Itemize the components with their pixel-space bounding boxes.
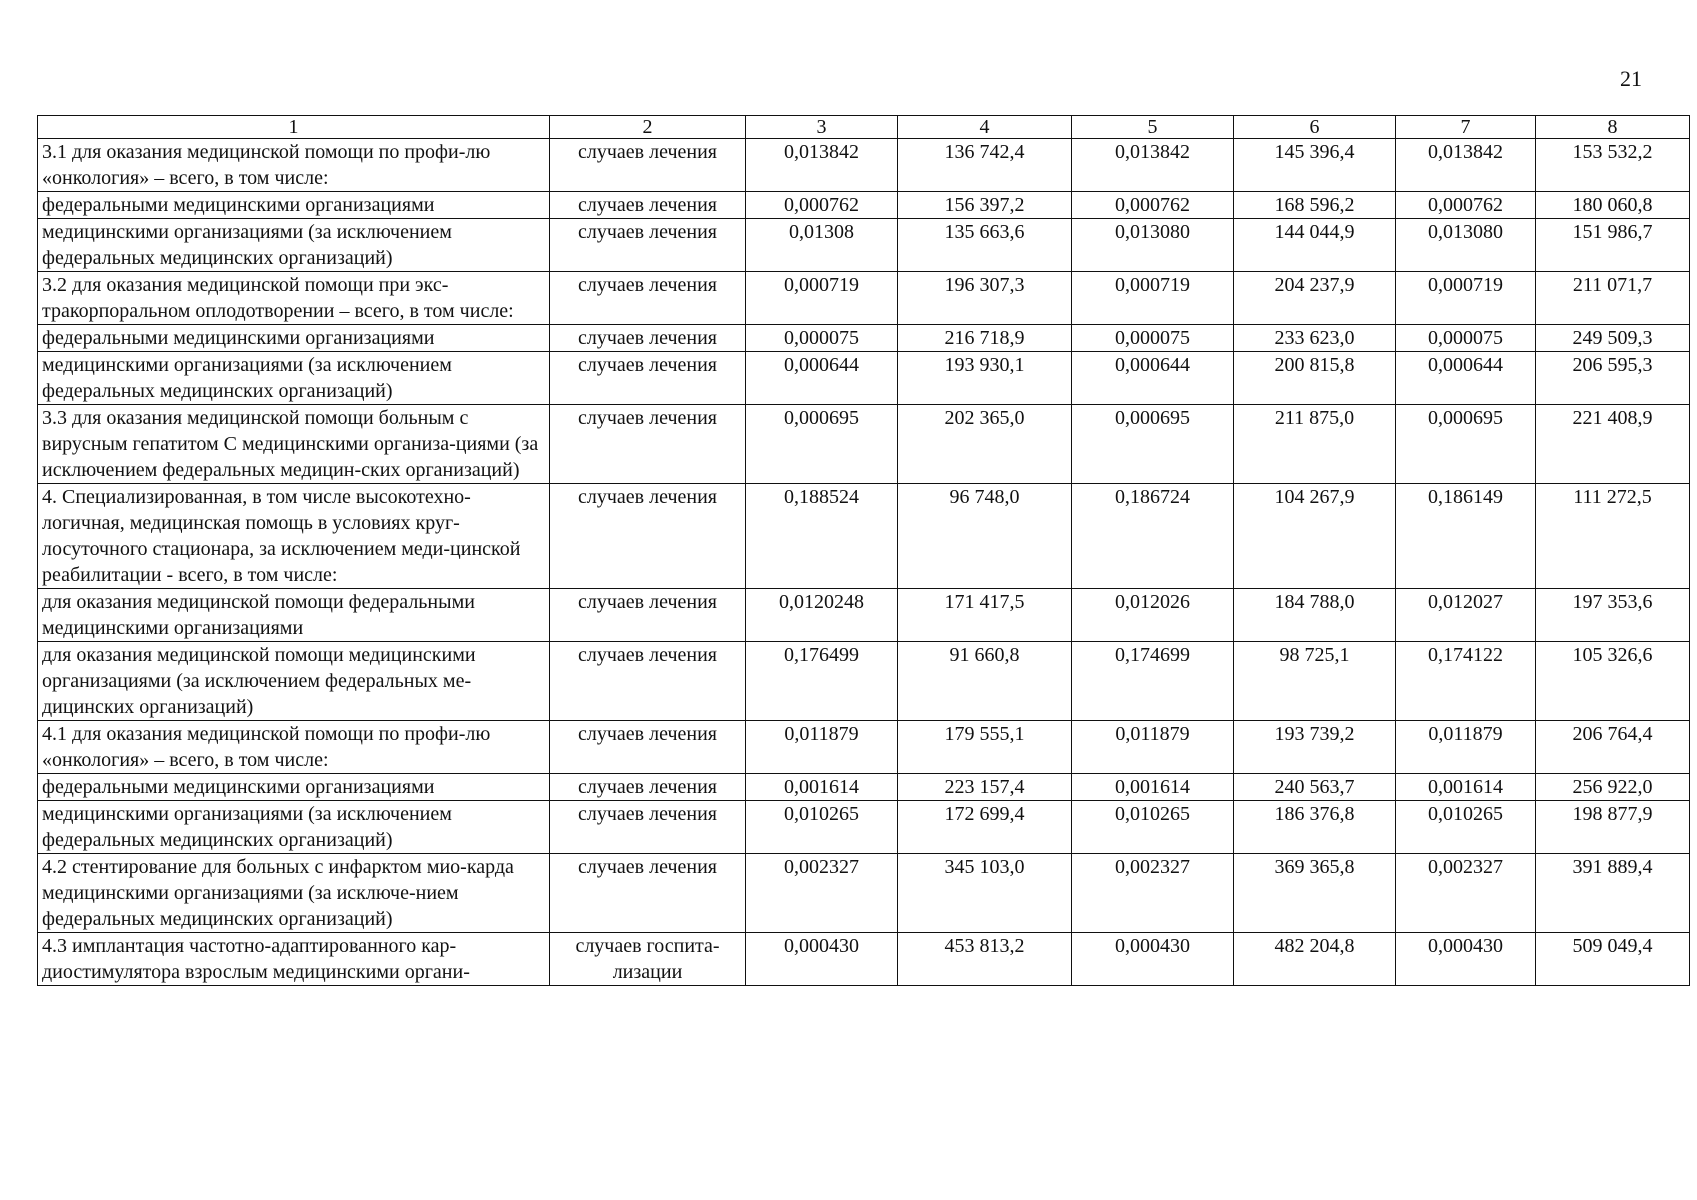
table-row (38, 139, 1690, 192)
value-cell-col5: 0,011879 (1072, 721, 1234, 774)
column-header: 1 (38, 116, 550, 139)
row-label-cell: 3.3 для оказания медицинской помощи больным с вирусным гепатитом С медицинскими организа-циями (за исключением федеральных медицин-ских организаций) (38, 405, 550, 484)
value-cell-col4: 196 307,3 (898, 272, 1072, 325)
value-cell-col4: 223 157,4 (898, 774, 1072, 801)
row-label-cell: 4.3 имплантация частотно-адаптированного кар-диостимулятора взрослым медицинскими органи- (38, 933, 550, 986)
value-cell-col5: 0,000430 (1072, 933, 1234, 986)
value-cell-col6: 204 237,9 (1234, 272, 1396, 325)
value-cell-col5: 0,001614 (1072, 774, 1234, 801)
value-cell-col3: 0,000695 (746, 405, 898, 484)
value-cell-col4: 96 748,0 (898, 484, 1072, 589)
value-cell-col3: 0,001614 (746, 774, 898, 801)
value-cell-col3: 0,010265 (746, 801, 898, 854)
row-label-cell: медицинскими организациями (за исключением федеральных медицинских организаций) (38, 219, 550, 272)
value-cell-col5: 0,000719 (1072, 272, 1234, 325)
value-cell-col6: 186 376,8 (1234, 801, 1396, 854)
table-row (38, 721, 1690, 774)
unit-cell: случаев лечения (550, 854, 746, 933)
row-label-cell: 3.1 для оказания медицинской помощи по профи-лю «онкология» – всего, в том числе: (38, 139, 550, 192)
row-label-cell: 3.2 для оказания медицинской помощи при экс-тракорпоральном оплодотворении – всего, в том числе: (38, 272, 550, 325)
value-cell-col8: 221 408,9 (1536, 405, 1690, 484)
unit-cell: случаев лечения (550, 774, 746, 801)
unit-cell: случаев лечения (550, 139, 746, 192)
value-cell-col4: 171 417,5 (898, 589, 1072, 642)
value-cell-col3: 0,000762 (746, 192, 898, 219)
value-cell-col7: 0,000695 (1396, 405, 1536, 484)
value-cell-col3: 0,013842 (746, 139, 898, 192)
row-label-cell: 4. Специализированная, в том числе высокотехно-логичная, медицинская помощь в условиях круг-лосуточного стационара, за исключением меди-цинской реабилитации - всего, в том числе: (38, 484, 550, 589)
value-cell-col4: 179 555,1 (898, 721, 1072, 774)
table-row (38, 352, 1690, 405)
value-cell-col7: 0,174122 (1396, 642, 1536, 721)
value-cell-col8: 211 071,7 (1536, 272, 1690, 325)
value-cell-col5: 0,002327 (1072, 854, 1234, 933)
unit-cell: случаев госпита-лизации (550, 933, 746, 986)
table-header-row (38, 116, 1690, 139)
value-cell-col7: 0,011879 (1396, 721, 1536, 774)
value-cell-col7: 0,186149 (1396, 484, 1536, 589)
column-header: 6 (1234, 116, 1396, 139)
value-cell-col3: 0,002327 (746, 854, 898, 933)
value-cell-col5: 0,010265 (1072, 801, 1234, 854)
value-cell-col6: 193 739,2 (1234, 721, 1396, 774)
value-cell-col7: 0,000430 (1396, 933, 1536, 986)
unit-cell: случаев лечения (550, 721, 746, 774)
value-cell-col6: 184 788,0 (1234, 589, 1396, 642)
column-header: 3 (746, 116, 898, 139)
table-row (38, 219, 1690, 272)
value-cell-col5: 0,000644 (1072, 352, 1234, 405)
value-cell-col4: 135 663,6 (898, 219, 1072, 272)
table-body (38, 139, 1690, 986)
unit-cell: случаев лечения (550, 405, 746, 484)
table-row (38, 484, 1690, 589)
row-label-cell: 4.2 стентирование для больных с инфарктом мио-карда медицинскими организациями (за исключе-нием федеральных медицинских организаций) (38, 854, 550, 933)
table-row (38, 405, 1690, 484)
unit-cell: случаев лечения (550, 642, 746, 721)
value-cell-col3: 0,0120248 (746, 589, 898, 642)
value-cell-col4: 172 699,4 (898, 801, 1072, 854)
value-cell-col3: 0,000430 (746, 933, 898, 986)
value-cell-col7: 0,000644 (1396, 352, 1536, 405)
value-cell-col6: 200 815,8 (1234, 352, 1396, 405)
value-cell-col8: 105 326,6 (1536, 642, 1690, 721)
unit-cell: случаев лечения (550, 352, 746, 405)
value-cell-col3: 0,000719 (746, 272, 898, 325)
table-row (38, 192, 1690, 219)
unit-cell: случаев лечения (550, 484, 746, 589)
column-header: 7 (1396, 116, 1536, 139)
value-cell-col7: 0,002327 (1396, 854, 1536, 933)
value-cell-col4: 193 930,1 (898, 352, 1072, 405)
value-cell-col5: 0,186724 (1072, 484, 1234, 589)
value-cell-col6: 144 044,9 (1234, 219, 1396, 272)
value-cell-col8: 180 060,8 (1536, 192, 1690, 219)
unit-cell: случаев лечения (550, 192, 746, 219)
column-header: 5 (1072, 116, 1234, 139)
table-row (38, 854, 1690, 933)
row-label-cell: для оказания медицинской помощи федеральными медицинскими организациями (38, 589, 550, 642)
row-label-cell: медицинскими организациями (за исключением федеральных медицинских организаций) (38, 801, 550, 854)
value-cell-col3: 0,000075 (746, 325, 898, 352)
value-cell-col6: 168 596,2 (1234, 192, 1396, 219)
value-cell-col3: 0,188524 (746, 484, 898, 589)
column-header: 8 (1536, 116, 1690, 139)
value-cell-col7: 0,000075 (1396, 325, 1536, 352)
value-cell-col4: 345 103,0 (898, 854, 1072, 933)
value-cell-col6: 145 396,4 (1234, 139, 1396, 192)
value-cell-col7: 0,001614 (1396, 774, 1536, 801)
value-cell-col8: 111 272,5 (1536, 484, 1690, 589)
value-cell-col3: 0,011879 (746, 721, 898, 774)
value-cell-col6: 98 725,1 (1234, 642, 1396, 721)
value-cell-col4: 156 397,2 (898, 192, 1072, 219)
value-cell-col7: 0,013080 (1396, 219, 1536, 272)
table-row (38, 801, 1690, 854)
row-label-cell: федеральными медицинскими организациями (38, 325, 550, 352)
table-row (38, 642, 1690, 721)
value-cell-col4: 216 718,9 (898, 325, 1072, 352)
value-cell-col7: 0,000762 (1396, 192, 1536, 219)
value-cell-col7: 0,013842 (1396, 139, 1536, 192)
table-row (38, 272, 1690, 325)
value-cell-col3: 0,000644 (746, 352, 898, 405)
unit-cell: случаев лечения (550, 325, 746, 352)
column-header: 2 (550, 116, 746, 139)
value-cell-col8: 197 353,6 (1536, 589, 1690, 642)
value-cell-col8: 206 595,3 (1536, 352, 1690, 405)
value-cell-col5: 0,174699 (1072, 642, 1234, 721)
value-cell-col8: 249 509,3 (1536, 325, 1690, 352)
value-cell-col5: 0,000762 (1072, 192, 1234, 219)
value-cell-col6: 240 563,7 (1234, 774, 1396, 801)
value-cell-col6: 233 623,0 (1234, 325, 1396, 352)
value-cell-col4: 136 742,4 (898, 139, 1072, 192)
row-label-cell: федеральными медицинскими организациями (38, 192, 550, 219)
table-row (38, 589, 1690, 642)
row-label-cell: федеральными медицинскими организациями (38, 774, 550, 801)
value-cell-col5: 0,013080 (1072, 219, 1234, 272)
value-cell-col8: 198 877,9 (1536, 801, 1690, 854)
value-cell-col4: 453 813,2 (898, 933, 1072, 986)
table-row (38, 774, 1690, 801)
page-number: 21 (1620, 66, 1642, 91)
value-cell-col8: 391 889,4 (1536, 854, 1690, 933)
value-cell-col5: 0,000695 (1072, 405, 1234, 484)
value-cell-col5: 0,013842 (1072, 139, 1234, 192)
value-cell-col7: 0,000719 (1396, 272, 1536, 325)
unit-cell: случаев лечения (550, 219, 746, 272)
table-row (38, 325, 1690, 352)
value-cell-col5: 0,000075 (1072, 325, 1234, 352)
value-cell-col6: 482 204,8 (1234, 933, 1396, 986)
value-cell-col8: 153 532,2 (1536, 139, 1690, 192)
value-cell-col6: 211 875,0 (1234, 405, 1396, 484)
row-label-cell: для оказания медицинской помощи медицинскими организациями (за исключением федеральных ме-дицинских организаций) (38, 642, 550, 721)
value-cell-col6: 369 365,8 (1234, 854, 1396, 933)
value-cell-col3: 0,01308 (746, 219, 898, 272)
value-cell-col8: 206 764,4 (1536, 721, 1690, 774)
row-label-cell: медицинскими организациями (за исключением федеральных медицинских организаций) (38, 352, 550, 405)
value-cell-col7: 0,012027 (1396, 589, 1536, 642)
column-header: 4 (898, 116, 1072, 139)
value-cell-col4: 202 365,0 (898, 405, 1072, 484)
value-cell-col7: 0,010265 (1396, 801, 1536, 854)
value-cell-col4: 91 660,8 (898, 642, 1072, 721)
value-cell-col8: 256 922,0 (1536, 774, 1690, 801)
unit-cell: случаев лечения (550, 589, 746, 642)
value-cell-col5: 0,012026 (1072, 589, 1234, 642)
value-cell-col8: 509 049,4 (1536, 933, 1690, 986)
data-table (37, 115, 1690, 986)
table-row (38, 933, 1690, 986)
row-label-cell: 4.1 для оказания медицинской помощи по профи-лю «онкология» – всего, в том числе: (38, 721, 550, 774)
value-cell-col8: 151 986,7 (1536, 219, 1690, 272)
unit-cell: случаев лечения (550, 801, 746, 854)
value-cell-col3: 0,176499 (746, 642, 898, 721)
unit-cell: случаев лечения (550, 272, 746, 325)
value-cell-col6: 104 267,9 (1234, 484, 1396, 589)
